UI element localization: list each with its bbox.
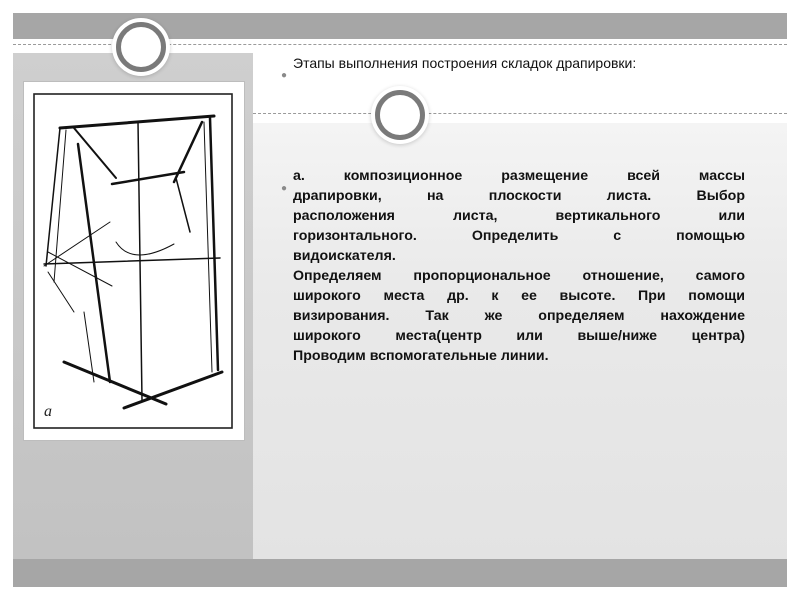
sketch-line bbox=[124, 372, 222, 408]
sketch-line bbox=[48, 252, 112, 286]
sketch-line bbox=[46, 128, 60, 266]
figure-label: а bbox=[44, 403, 52, 420]
body-line: широкого места др. к ее высоте. При помощи bbox=[293, 288, 745, 304]
drapery-sketch bbox=[24, 82, 244, 440]
sketch-line bbox=[48, 272, 74, 312]
drapery-sketch-figure bbox=[23, 81, 245, 441]
sketch-line bbox=[176, 178, 190, 232]
title-dashed-rule bbox=[253, 113, 787, 114]
ring-ornament-icon bbox=[375, 90, 425, 140]
body-line: широкого места(центр или выше/ниже центра) bbox=[293, 328, 745, 344]
body-line: горизонтального. Определить с помощью bbox=[293, 228, 745, 244]
sketch-curve bbox=[116, 242, 174, 255]
sketch-top-line bbox=[60, 116, 214, 128]
body-line: расположения листа, вертикального или bbox=[293, 208, 745, 224]
bottom-bar bbox=[13, 559, 787, 587]
slide-title: Этапы выполнения построения складок драпировки: bbox=[293, 55, 637, 71]
sketch-line bbox=[54, 130, 66, 282]
body-line: а. композиционное размещение всей массы bbox=[293, 168, 745, 184]
body-line: видоискателя. bbox=[293, 248, 396, 264]
sketch-line bbox=[44, 222, 110, 266]
body-line: драпировки, на плоскости листа. Выбор bbox=[293, 188, 745, 204]
bullet-icon: ● bbox=[281, 183, 288, 194]
body-line: визирования. Так же определяем нахождение bbox=[293, 308, 745, 324]
body-line: Определяем пропорциональное отношение, самого bbox=[293, 268, 745, 284]
body-line: Проводим вспомогательные линии. bbox=[293, 348, 549, 364]
ring-ornament-icon bbox=[116, 22, 166, 72]
slide-body bbox=[293, 166, 745, 366]
sketch-horizontal-line bbox=[44, 258, 220, 264]
bullet-icon: ● bbox=[281, 70, 288, 81]
sketch-line bbox=[174, 122, 202, 182]
